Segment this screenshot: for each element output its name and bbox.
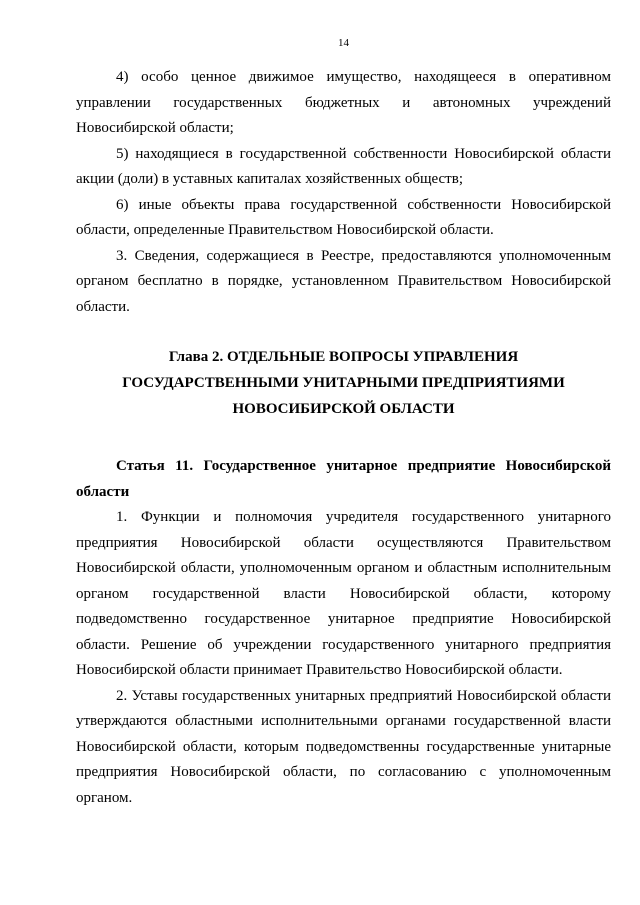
- paragraph-section-3: 3. Сведения, содержащиеся в Реестре, предоставляются уполномоченным органом бесплатно в порядке, установленном Правительством Новосибирской области.: [76, 247, 611, 315]
- paragraph-item-4: 4) особо ценное движимое имущество, находящееся в оперативном управлении государственных бюджетных и автономных учреждений Новосибирской области;: [76, 69, 611, 136]
- body-text-top: [76, 65, 611, 320]
- article-paragraph-1: 1. Функции и полномочия учредителя государственного унитарного предприятия Новосибирской области осуществляются Правительством Новосибирской области, уполномоченным органом и областным исполнительным органом государственной власти Новосибирской области, которому подведомственно государственное унитарное предприятие Новосибирской области. Решение об учреждении государственного унитарного предприятия Новосибирской области принимает Правительство Новосибирской области.: [76, 509, 611, 678]
- article-title: Статья 11. Государственное унитарное предприятие Новосибирской области: [76, 458, 611, 500]
- page-number: 14: [338, 37, 349, 49]
- article-section: [76, 454, 611, 811]
- chapter-heading-line: ГОСУДАРСТВЕННЫМИ УНИТАРНЫМИ ПРЕДПРИЯТИЯМИ: [122, 375, 565, 391]
- chapter-heading-line: НОВОСИБИРСКОЙ ОБЛАСТИ: [232, 401, 455, 417]
- chapter-heading-line: Глава 2. ОТДЕЛЬНЫЕ ВОПРОСЫ УПРАВЛЕНИЯ: [168, 349, 519, 365]
- chapter-heading: [76, 344, 611, 422]
- article-paragraph-2: 2. Уставы государственных унитарных предприятий Новосибирской области утверждаются областными исполнительными органами государственной власти Новосибирской области, которым подведомственны государственные унитарные предприятия Новосибирской области, по согласованию с уполномоченным органом.: [76, 687, 611, 806]
- paragraph-item-5: 5) находящиеся в государственной собственности Новосибирской области акции (доли) в уставных капиталах хозяйственных обществ;: [76, 145, 611, 187]
- paragraph-item-6: 6) иные объекты права государственной собственности Новосибирской области, определенные Правительством Новосибирской области.: [76, 196, 611, 238]
